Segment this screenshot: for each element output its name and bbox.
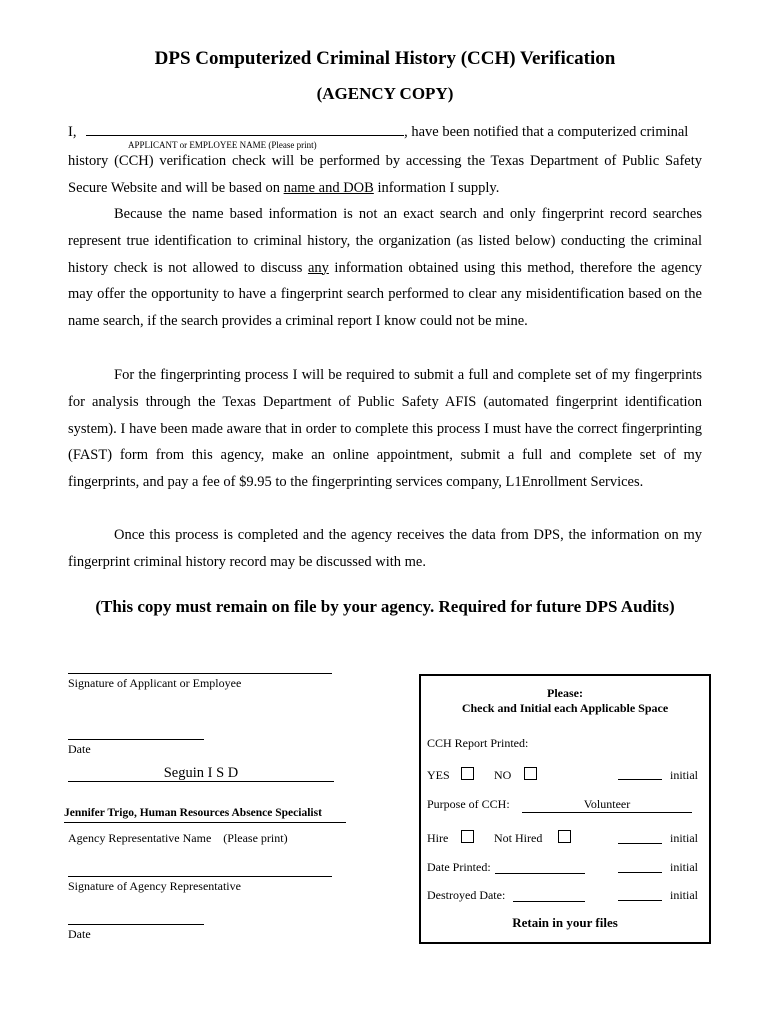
rep-date-label: Date bbox=[68, 927, 91, 941]
rep-name-value: Jennifer Trigo, Human Resources Absence Specialist bbox=[64, 807, 322, 819]
destroyed-date-field[interactable] bbox=[513, 901, 585, 902]
yes-label: YES bbox=[427, 768, 450, 782]
rep-name-label: Agency Representative Name (Please print) bbox=[68, 831, 288, 845]
page-subtitle: (AGENCY COPY) bbox=[316, 84, 454, 103]
no-label: NO bbox=[494, 768, 512, 782]
intro-suffix: , have been notified that a computerized criminal bbox=[404, 124, 689, 140]
date-printed-initial-label: initial bbox=[670, 860, 698, 874]
date-printed-initial-field[interactable] bbox=[618, 872, 662, 873]
box-heading-please: Please: bbox=[547, 686, 583, 700]
paragraph2-part2: information obtained using this method, therefore the agency may offer the opportunity to have a fingerprint search performed to clear any misidentification based on the name search, if the search provides a criminal report I know could not be mine. bbox=[68, 259, 702, 330]
intro-line3 bbox=[68, 175, 702, 202]
agency-name-value: Seguin I S D bbox=[163, 765, 239, 781]
no-checkbox[interactable] bbox=[524, 767, 537, 780]
printed-initial-label: initial bbox=[670, 768, 698, 782]
intro-line3-start: Secure Website and will be based on bbox=[68, 179, 284, 196]
hire-initial-label: initial bbox=[670, 831, 698, 845]
intro-paragraph bbox=[68, 148, 702, 202]
applicant-signature-field[interactable] bbox=[68, 673, 332, 674]
rep-date-field[interactable] bbox=[68, 924, 204, 925]
page-title: DPS Computerized Criminal History (CCH) Verification bbox=[154, 48, 616, 69]
rep-name-field[interactable] bbox=[64, 822, 346, 823]
yes-checkbox[interactable] bbox=[461, 767, 474, 780]
applicant-date-field[interactable] bbox=[68, 739, 204, 740]
applicant-date-label: Date bbox=[68, 742, 91, 756]
paragraph-completion: Once this process is completed and the agency receives the data from DPS, the information on my fingerprint criminal history record may be discussed with me. bbox=[68, 527, 702, 570]
destroyed-initial-label: initial bbox=[670, 888, 698, 902]
not-hired-label: Not Hired bbox=[494, 831, 543, 845]
rep-signature-field[interactable] bbox=[68, 876, 332, 877]
rep-signature-label: Signature of Agency Representative bbox=[68, 879, 241, 893]
box-footer: Retain in your files bbox=[512, 915, 618, 930]
date-printed-field[interactable] bbox=[495, 873, 585, 874]
agency-name-field[interactable] bbox=[68, 781, 334, 782]
hire-label: Hire bbox=[427, 831, 449, 845]
retention-notice: (This copy must remain on file by your agency. Required for future DPS Audits) bbox=[95, 597, 675, 616]
purpose-label: Purpose of CCH: bbox=[427, 797, 510, 811]
intro-line2: history (CCH) verification check will be performed by accessing the Texas Department of Public Safety bbox=[68, 153, 702, 169]
intro-line3-underlined: name and DOB bbox=[283, 179, 374, 196]
destroyed-date-label: Destroyed Date: bbox=[427, 888, 506, 902]
applicant-name-field[interactable] bbox=[86, 121, 404, 136]
paragraph-fingerprinting: For the fingerprinting process I will be required to submit a full and complete set of my fingerprints for analysis through the Texas Department of Public Safety AFIS (automated fingerprint identification system). I have been made aware that in order to complete this process I must have the correct fingerprinting (FAST) form from this agency, make an online appointment, submit a full and complete set of my fingerprints, and pay a fee of $9.95 to the fingerprinting services company, L1Enrollment Services. bbox=[68, 367, 702, 491]
date-printed-label: Date Printed: bbox=[427, 860, 491, 874]
destroyed-initial-field[interactable] bbox=[618, 900, 662, 901]
cch-printed-label: CCH Report Printed: bbox=[427, 736, 529, 750]
purpose-field[interactable] bbox=[522, 812, 692, 813]
paragraph-name-search bbox=[68, 201, 702, 335]
applicant-name-caption: APPLICANT or EMPLOYEE NAME (Please print) bbox=[128, 140, 317, 150]
hire-initial-field[interactable] bbox=[618, 843, 662, 844]
box-heading-instruction: Check and Initial each Applicable Space bbox=[461, 701, 669, 715]
intro-line3-end: information I supply. bbox=[373, 179, 500, 196]
applicant-name-line bbox=[68, 121, 702, 141]
paragraph2-underlined: any bbox=[307, 259, 329, 276]
printed-initial-field[interactable] bbox=[618, 779, 662, 780]
hire-checkbox[interactable] bbox=[461, 830, 474, 843]
purpose-value: Volunteer bbox=[583, 797, 631, 811]
paragraph2-part1: Because the name based information is not an exact search and only fingerprint record searches represent true identification to criminal history, the organization (as listed below) conducting the criminal history check is not allowed to discuss bbox=[68, 206, 702, 276]
applicant-signature-label: Signature of Applicant or Employee bbox=[68, 676, 242, 690]
intro-prefix: I, bbox=[68, 124, 77, 140]
not-hired-checkbox[interactable] bbox=[558, 830, 571, 843]
